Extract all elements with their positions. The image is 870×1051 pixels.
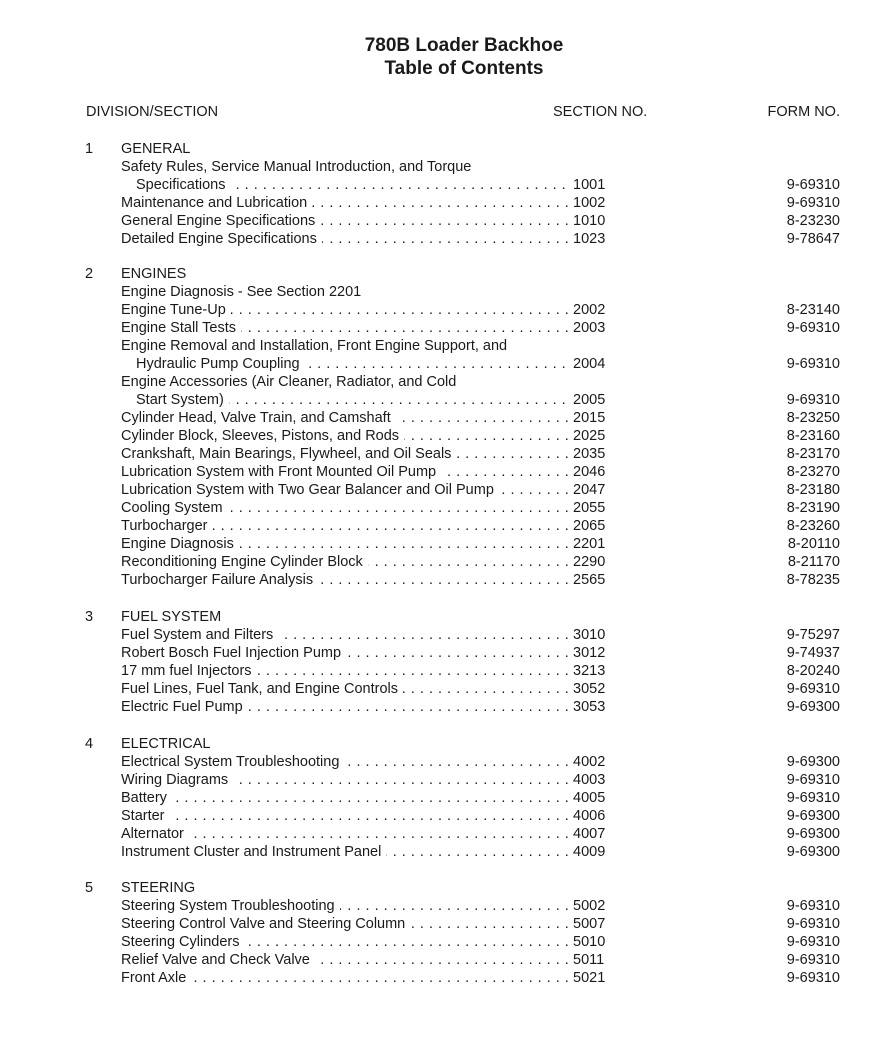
toc-entry-title: Relief Valve and Check Valve [121,952,315,968]
form-number: 9-69310 [786,195,840,211]
toc-entry-title: Engine Stall Tests [121,320,241,336]
section-number: 2290 [573,554,606,570]
toc-entry-title: Fuel System and Filters [121,627,278,643]
toc-entry-title: Cylinder Head, Valve Train, and Camshaft [121,410,396,426]
form-number: 9-69310 [786,898,840,914]
division-heading [0,265,870,283]
section-number: 4006 [573,808,606,824]
toc-entry-title: Robert Bosch Fuel Injection Pump [121,645,346,661]
toc-entry-title-with-leader [121,445,571,463]
toc-entry [0,626,870,644]
toc-entry-title-with-leader [121,680,571,698]
toc-entry [0,843,870,861]
toc-entry [0,789,870,807]
toc-entry-title-with-leader [121,897,571,915]
toc-entry [0,212,870,230]
form-number: 8-21170 [787,554,840,570]
toc-entry-title: Alternator [121,826,189,842]
toc-entry [0,951,870,969]
section-number: 3213 [573,663,606,679]
toc-entry [0,445,870,463]
form-number: 9-69310 [786,356,840,372]
toc-entry [0,897,870,915]
toc-entry-title: Cooling System [121,500,228,516]
toc-entry-title: Hydraulic Pump Coupling [136,356,305,372]
toc-entry [0,409,870,427]
form-number: 9-69310 [786,790,840,806]
toc-entry-title: Engine Removal and Installation, Front Engine Support, and [121,338,508,354]
division-title: FUEL SYSTEM [121,609,222,625]
toc-entry-title-with-leader [121,644,571,662]
toc-entry-title: Maintenance and Lubrication [121,195,312,211]
toc-entry-title-with-leader [121,626,571,644]
division-title: ELECTRICAL [121,736,211,752]
toc-entry-title: Safety Rules, Service Manual Introduction, and Torque [121,159,472,175]
section-number: 4009 [573,844,606,860]
toc-entry [0,158,870,176]
toc-entry-title: Steering System Troubleshooting [121,898,340,914]
toc-entry-title-with-leader [121,662,571,680]
toc-entry-title-with-leader [136,391,571,409]
section-number: 2003 [573,320,606,336]
section-number: 3053 [573,699,606,715]
division-number: 3 [85,609,94,625]
toc-entry [0,571,870,589]
section-number: 3052 [573,681,606,697]
division-heading [0,140,870,158]
toc-entry [0,481,870,499]
toc-entry-title-with-leader [121,517,571,535]
toc-entry-title: Starter [121,808,170,824]
toc-entry-title: Engine Tune-Up [121,302,231,318]
toc-entry-title-with-leader [121,463,571,481]
toc-entry-title-with-leader [121,212,571,230]
toc-entry-title: 17 mm fuel Injectors [121,663,257,679]
toc-entry [0,771,870,789]
toc-entry-title-with-leader [121,481,571,499]
toc-entry [0,391,870,409]
toc-entry-title-with-leader [121,915,571,933]
form-number: 9-69300 [786,808,840,824]
form-number: 8-23270 [786,464,840,480]
toc-entry-title: Specifications [136,177,230,193]
toc-entry [0,915,870,933]
section-number: 4002 [573,754,606,770]
form-number: 9-69300 [786,754,840,770]
form-number: 9-78647 [786,231,840,247]
toc-entry-title: Steering Control Valve and Steering Column [121,916,410,932]
column-header-division: DIVISION/SECTION [86,104,219,120]
toc-entry-title-with-leader [121,825,571,843]
toc-entry-title-with-leader [121,843,571,861]
toc-entry-title: Wiring Diagrams [121,772,233,788]
toc-entry [0,662,870,680]
toc-entry-title: Electric Fuel Pump [121,699,248,715]
form-number: 8-23230 [786,213,840,229]
section-number: 1023 [573,231,606,247]
toc-entry-title-with-leader [121,753,571,771]
toc-entry-title: Turbocharger Failure Analysis [121,572,318,588]
form-number: 8-23170 [786,446,840,462]
toc-entry [0,355,870,373]
toc-entry-title-with-leader [121,553,571,571]
section-number: 1001 [573,177,606,193]
form-number: 9-69310 [786,177,840,193]
division-heading [0,879,870,897]
toc-entry-title-with-leader [121,301,571,319]
division-heading [0,735,870,753]
section-number: 2055 [573,500,606,516]
form-number: 9-74937 [786,645,840,661]
toc-entry [0,319,870,337]
toc-entry-title-with-leader [121,194,571,212]
section-number: 2015 [573,410,606,426]
section-number: 2565 [573,572,606,588]
toc-entry [0,553,870,571]
toc-entry-title: Crankshaft, Main Bearings, Flywheel, and Oil Seals [121,446,456,462]
section-number: 4005 [573,790,606,806]
toc-entry [0,825,870,843]
document-subtitle: Table of Contents [384,58,544,79]
division-number: 4 [85,736,94,752]
section-number: 2047 [573,482,606,498]
toc-entry-title: Turbocharger [121,518,213,534]
section-number: 2035 [573,446,606,462]
section-number: 4007 [573,826,606,842]
form-number: 8-23180 [786,482,840,498]
form-number: 9-69300 [786,844,840,860]
section-number: 2002 [573,302,606,318]
form-number: 8-23190 [786,500,840,516]
form-number: 8-78235 [786,572,840,588]
toc-entry-title: Lubrication System with Front Mounted Oil Pump [121,464,441,480]
form-number: 9-69310 [786,772,840,788]
document-title: 780B Loader Backhoe [364,35,564,56]
division-number: 5 [85,880,94,896]
toc-entry-title-with-leader [121,319,571,337]
section-number: 5002 [573,898,606,914]
section-number: 1010 [573,213,606,229]
toc-entry [0,499,870,517]
division-number: 2 [85,266,94,282]
section-number: 2005 [573,392,606,408]
toc-entry-title: Cylinder Block, Sleeves, Pistons, and Rods [121,428,404,444]
form-number: 9-69300 [786,699,840,715]
toc-entry-title-with-leader [136,355,571,373]
toc-entry [0,283,870,301]
toc-entry [0,680,870,698]
form-number: 9-69310 [786,934,840,950]
toc-entry-title-with-leader [121,771,571,789]
toc-entry [0,176,870,194]
division-title: STEERING [121,880,196,896]
form-number: 9-69310 [786,320,840,336]
toc-entry-title: Front Axle [121,970,191,986]
form-number: 8-23160 [786,428,840,444]
toc-entry [0,807,870,825]
form-number: 9-69310 [786,970,840,986]
toc-entry-title-with-leader [121,571,571,589]
form-number: 8-23140 [786,302,840,318]
section-number: 2201 [573,536,606,552]
toc-entry-title-with-leader [121,230,571,248]
section-number: 4003 [573,772,606,788]
form-number: 8-23250 [786,410,840,426]
toc-entry [0,427,870,445]
section-number: 2046 [573,464,606,480]
form-number: 9-69300 [786,826,840,842]
toc-entry-title: Reconditioning Engine Cylinder Block [121,554,368,570]
division-title: GENERAL [121,141,191,157]
toc-entry [0,373,870,391]
division-heading [0,608,870,626]
form-number: 8-20240 [786,663,840,679]
section-number: 1002 [573,195,606,211]
toc-entry-title: Battery [121,790,172,806]
toc-entry-title: Engine Accessories (Air Cleaner, Radiator, and Cold [121,374,457,390]
toc-entry-title-with-leader [121,409,571,427]
toc-entry-title-with-leader [121,969,571,987]
toc-entry-title-with-leader [121,499,571,517]
column-header-section-no: SECTION NO. [553,104,648,120]
toc-entry-title: Steering Cylinders [121,934,244,950]
toc-entry-title-with-leader [121,807,571,825]
toc-entry [0,969,870,987]
toc-entry-title-with-leader [121,698,571,716]
toc-entry [0,230,870,248]
toc-entry [0,337,870,355]
form-number: 8-23260 [786,518,840,534]
toc-entry-title-with-leader [121,427,571,445]
toc-entry [0,644,870,662]
toc-entry-title: Fuel Lines, Fuel Tank, and Engine Controls [121,681,403,697]
toc-entry [0,194,870,212]
toc-entry-title: Detailed Engine Specifications [121,231,322,247]
division-title: ENGINES [121,266,187,282]
toc-entry-title-with-leader [136,176,571,194]
form-number: 9-75297 [786,627,840,643]
toc-entry-title: Engine Diagnosis - See Section 2201 [121,284,362,300]
section-number: 3010 [573,627,606,643]
toc-entry-title: Instrument Cluster and Instrument Panel [121,844,386,860]
toc-entry-title: General Engine Specifications [121,213,320,229]
toc-entry-title: Electrical System Troubleshooting [121,754,344,770]
column-header-form-no: FORM NO. [767,104,840,120]
section-number: 3012 [573,645,606,661]
section-number: 2004 [573,356,606,372]
toc-entry [0,301,870,319]
toc-entry-title: Start System) [136,392,229,408]
toc-entry [0,933,870,951]
form-number: 8-20110 [787,536,840,552]
toc-entry [0,753,870,771]
form-number: 9-69310 [786,681,840,697]
toc-entry-title: Lubrication System with Two Gear Balancer and Oil Pump [121,482,499,498]
toc-entry-title-with-leader [121,951,571,969]
toc-entry [0,698,870,716]
toc-entry-title: Engine Diagnosis [121,536,239,552]
section-number: 2025 [573,428,606,444]
form-number: 9-69310 [786,952,840,968]
division-number: 1 [85,141,94,157]
form-number: 9-69310 [786,392,840,408]
section-number: 5010 [573,934,606,950]
section-number: 5011 [573,952,605,968]
section-number: 5021 [573,970,606,986]
toc-entry-title-with-leader [121,535,571,553]
toc-entry [0,535,870,553]
toc-entry-title-with-leader [121,789,571,807]
toc-entry-title-with-leader [121,933,571,951]
toc-entry [0,517,870,535]
section-number: 2065 [573,518,606,534]
form-number: 9-69310 [786,916,840,932]
section-number: 5007 [573,916,606,932]
toc-entry [0,463,870,481]
